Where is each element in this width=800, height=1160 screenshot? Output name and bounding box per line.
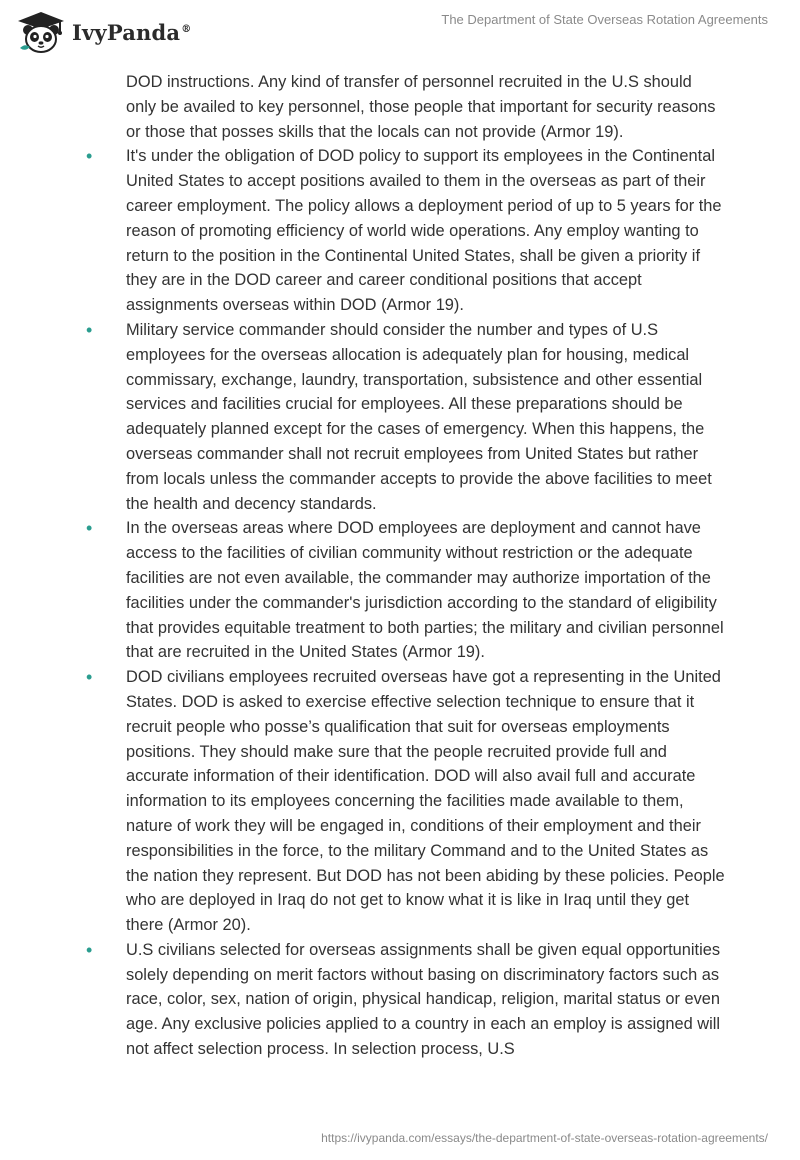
list-item <box>0 938 726 1062</box>
list-item <box>0 516 726 665</box>
list-item-text: DOD civilians employees recruited overseas have got a representing in the United States. DOD is asked to exercise effective selection technique to ensure that it recruit people who posse’s qualification that suit for overseas employments positions. They should make sure that the people recruited provide full and accurate information of their identification. DOD will also avail full and accurate information to its employees concerning the facilities made available to them, nature of work they will be engaged in, conditions of their employment and their responsibilities in the force, to the military Command and to the United States as the nation they represent. But DOD has not been abiding by these policies. People who are deployed in Iraq do not get to know what it is like in Iraq until they get there (Armor 20). <box>126 668 725 935</box>
ivypanda-logo[interactable] <box>16 10 191 54</box>
bullet-icon: • <box>86 319 93 340</box>
bullet-icon: • <box>86 667 93 688</box>
panda-graduation-cap-icon <box>16 10 66 54</box>
source-url[interactable]: https://ivypanda.com/essays/the-department-of-state-overseas-rotation-agreements/ <box>321 1131 768 1145</box>
list-item-text: It's under the obligation of DOD policy to support its employees in the Continental United States to accept positions availed to them in the overseas as part of their career employment. The policy allows a deployment period of up to 5 years for the reason of promoting efficiency of world wide operations. Any employ wanting to return to the position in the Continental United States, shall be given a priority if they are in the DOD career and career conditional positions that accept assignments overseas within DOD (Armor 19). <box>126 147 722 315</box>
brand-name <box>72 20 191 45</box>
document-title: The Department of State Overseas Rotation Agreements <box>441 12 768 27</box>
list-item-text: In the overseas areas where DOD employees are deployment and cannot have access to the facilities of civilian community without restriction or the adequate facilities are not even available, the commander may authorize importation of the facilities under the commander's jurisdiction according to the standard of eligibility that provides equitable treatment to both parties; the military and civilian personnel that are recruited in the United States (Armor 19). <box>126 519 724 662</box>
list-item-text: Military service commander should consider the number and types of U.S employees for the overseas allocation is adequately plan for housing, medical commissary, exchange, laundry, transportation, subsistence and other essential services and facilities crucial for employees. All these preparations should be adequately planned except for the cases of emergency. When this happens, the overseas commander shall not recruit employees from United States but rather from locals unless the commander accepts to provide the above facilities to meet the health and decency standards. <box>126 320 712 513</box>
bullet-icon: • <box>86 518 93 539</box>
essay-content <box>0 70 800 1062</box>
registered-mark: ® <box>181 23 192 35</box>
brand-name-text: IvyPanda <box>72 19 181 45</box>
list-item <box>0 665 726 938</box>
page-header <box>0 0 800 70</box>
list-item <box>0 318 726 516</box>
continuation-paragraph: DOD instructions. Any kind of transfer of personnel recruited in the U.S should only be availed to key personnel, those people that important for security reasons or those that posses skills that the locals can not provide (Armor 19). <box>126 73 716 141</box>
bullet-icon: • <box>86 146 93 167</box>
list-item-text: U.S civilians selected for overseas assignments shall be given equal opportunities solely depending on merit factors without basing on discriminatory factors such as race, color, sex, nation of origin, physical handicap, religion, marital status or even age. Any exclusive policies applied to a country in each an employ is assigned will not affect selection process. In selection process, U.S <box>126 940 721 1059</box>
bullet-icon: • <box>86 939 93 960</box>
list-item <box>0 144 726 318</box>
